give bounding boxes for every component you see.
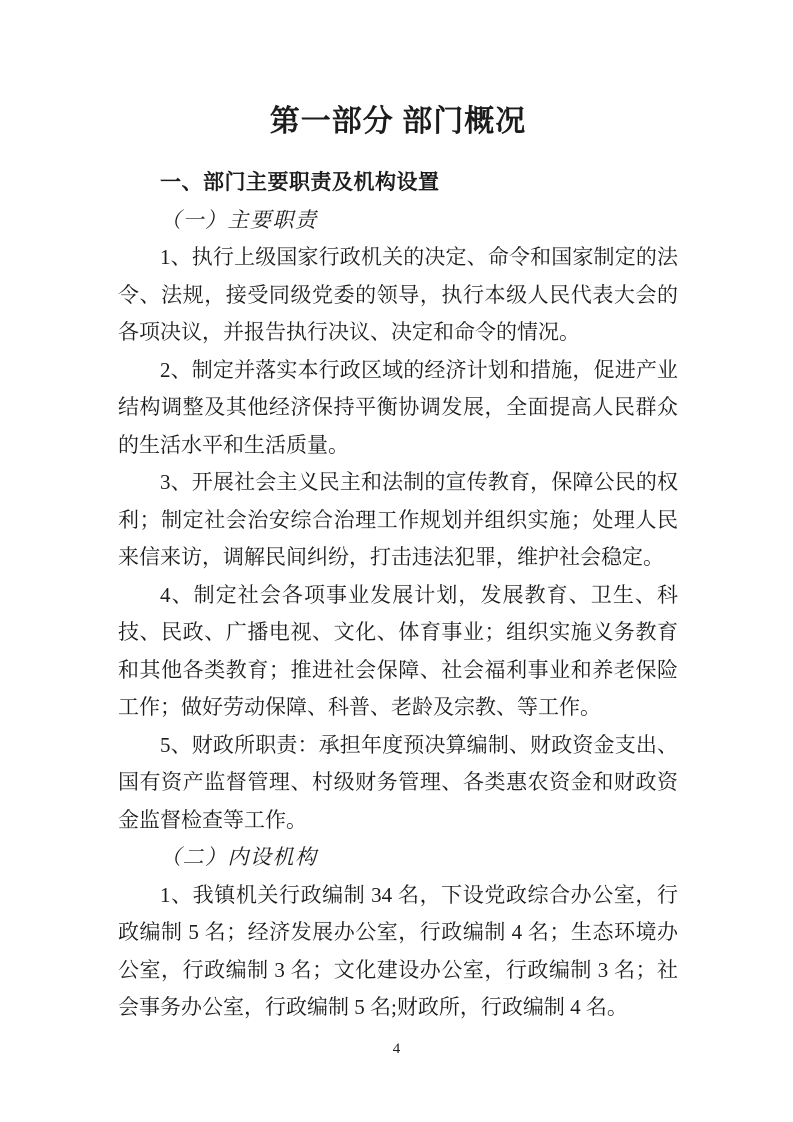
- subsection-heading-main-duties: （一）主要职责: [160, 207, 318, 232]
- subsection-heading-internal-structure: （二）内设机构: [160, 845, 318, 869]
- internal-structure-paragraph-1: 1、我镇机关行政编制 34 名，下设党政综合办公室，行政编制 5 名；经济发展办公室，行政编制 4 名；生态环境办公室，行政编制 3 名；文化建设办公室，行政编制 3 名；社会事务办公室，行政编制 5 名;财政所，行政编制 4 名。: [118, 882, 678, 1019]
- page-number: 4: [392, 1041, 401, 1057]
- section-heading-duties-and-structure: 一、部门主要职责及机构设置: [160, 171, 440, 194]
- duty-paragraph-2: 2、制定并落实本行政区域的经济计划和措施，促进产业结构调整及其他经济保持平衡协调发展，全面提高人民群众的生活水平和生活质量。: [118, 357, 678, 457]
- duty-paragraph-4: 4、制定社会各项事业发展计划，发展教育、卫生、科技、民政、广播电视、文化、体育事业；组织实施义务教育和其他各类教育；推进社会保障、社会福利事业和养老保险工作；做好劳动保障、科普、老龄及宗教、等工作。: [118, 582, 678, 719]
- duty-paragraph-5: 5、财政所职责：承担年度预决算编制、财政资金支出、国有资产监督管理、村级财务管理、各类惠农资金和财政资金监督检查等工作。: [118, 732, 678, 832]
- duty-paragraph-1: 1、执行上级国家行政机关的决定、命令和国家制定的法令、法规，接受同级党委的领导，执行本级人民代表大会的各项决议，并报告执行决议、决定和命令的情况。: [118, 245, 678, 344]
- duty-paragraph-3: 3、开展社会主义民主和法制的宣传教育，保障公民的权利；制定社会治安综合治理工作规划并组织实施；处理人民来信来访，调解民间纠纷，打击违法犯罪，维护社会稳定。: [118, 470, 678, 569]
- document-title: 第一部分 部门概况: [269, 105, 527, 138]
